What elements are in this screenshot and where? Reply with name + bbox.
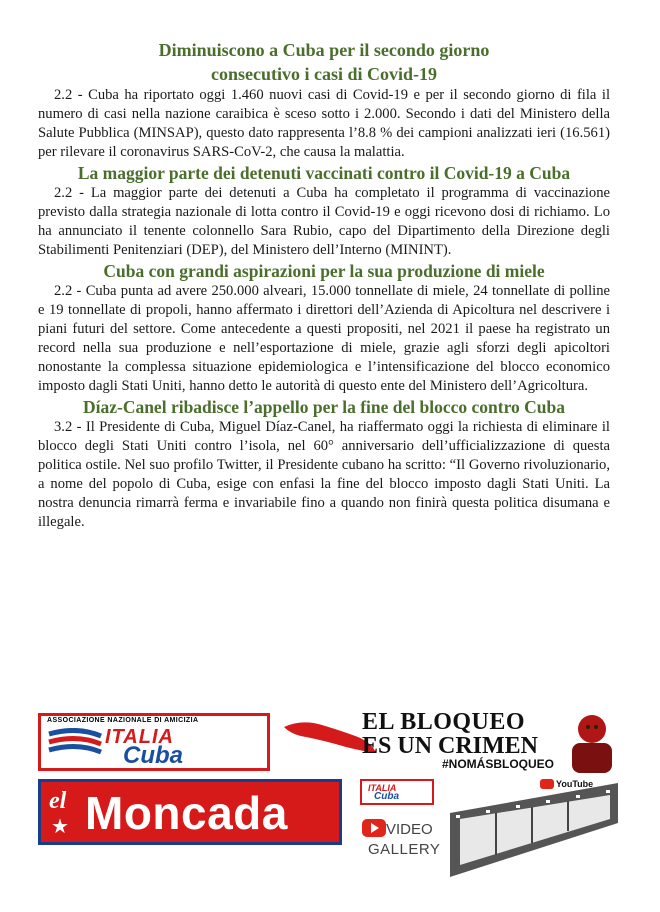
moncada-name-text: Moncada [85,787,288,839]
gallery-label: GALLERY [368,841,441,858]
article-2-body: 2.2 - La maggior parte dei detenuti a Cuba ha completato il programma di vaccinazione previsto dalla strategia nazionale di lotta contro il Covid-19 e oggi ricevono dosi di richiamo. Lo ha annunciato il tenente colonnello Sara Rubio, capo del Dipartimento della Direzione degli Stabilimenti Penitenziari (DEP), del Ministero dell’Interno (MININT). [38,185,610,258]
article-4-body: 3.2 - Il Presidente di Cuba, Miguel Díaz-Canel, ha riaffermato oggi la richiesta di eliminare il blocco degli Stati Uniti contro l’isola, nel 60° anniversario dell’ufficializzazione di questa politica ostile. Nel suo profilo Twitter, il Presidente cubano ha scritto: “Il Governo rivoluzionario, a nome del popolo di Cuba, esige con enfasi la fine del blocco imposto dagli Stati Uniti. La nostra denuncia rimarrà ferma e invariabile fino a quando non finirà questa politica disumana e illegale. [38,419,610,530]
italia-logo-text: ITALIA [105,726,174,748]
mini-italia-cuba-logo [360,779,434,805]
video-play-icon [362,819,386,837]
article-3-body: 2.2 - Cuba punta ad avere 250.000 alveari, 15.000 tonnellate di miele, 24 tonnellate di polline e 19 tonnellate di propoli, hanno affermato i direttori dell’Azienda di Apicoltura nel descrivere i piani futuri del settore. Come antecedente a questi propositi, nel 2021 il paese ha registrato un record nella sua produzione e nell’esportazione di miele, grazie agli sforzi degli apicoltori nonostante la complessa situazione epidemiologica e l’intensificazione del blocco economico imposto dagli Stati Uniti, hanno detto le autorità di questo ente del Ministero dell’Agricoltura. [38,283,610,394]
bloqueo-hashtag: #NOMÁSBLOQUEO [442,757,555,771]
mini-cuba-text: Cuba [374,791,399,802]
video-label: VIDEO [386,821,433,838]
cuba-logo-text: Cuba [123,742,183,769]
film-strip-icon [446,783,622,877]
article-2-heading: La maggior parte dei detenuti vaccinati contro il Covid-19 a Cuba [77,163,571,183]
article-3-heading: Cuba con grandi aspirazioni per la sua produzione di miele [103,261,545,281]
portrait-figures-icon [562,707,622,777]
page-title [38,38,610,86]
flag-stripes-icon [47,728,103,758]
video-gallery-banner[interactable] [360,779,622,875]
title-line-1: Diminuiscono a Cuba per il secondo giorno [158,40,490,60]
banner-area [0,705,660,912]
bloqueo-line-2: ES UN CRIMEN [362,733,539,759]
article-1-body: 2.2 - Cuba ha riportato oggi 1.460 nuovi casi di Covid-19 e per il secondo giorno di fila il numero di casi nella nazione caraibica è sceso sotto i 2.000. Secondo i dati del Ministero della Salute Pubblica (MINSAP), questo dato rappresenta l’8.8 % dei campioni analizzati ieri (16.561) per rilevare il coronavirus SARS-CoV-2, che causa la malattia. [38,87,610,160]
document-page [38,38,610,532]
article-4-heading: Díaz-Canel ribadisce l’appello per la fine del blocco contro Cuba [82,397,566,417]
bloqueo-banner[interactable] [282,707,622,779]
italia-cuba-banner[interactable] [38,713,270,771]
mini-italia-text: ITALIA [368,783,397,793]
bloqueo-line-1: EL BLOQUEO [362,709,526,735]
youtube-icon [540,779,554,789]
assoc-label: ASSOCIAZIONE NAZIONALE DI AMICIZIA [47,717,199,724]
star-icon: ★ [51,816,69,838]
moncada-banner[interactable] [38,779,342,845]
title-line-2: consecutivo i casi di Covid-19 [210,64,437,84]
youtube-label: YouTube [556,779,594,789]
moncada-el-text: el [49,788,67,814]
